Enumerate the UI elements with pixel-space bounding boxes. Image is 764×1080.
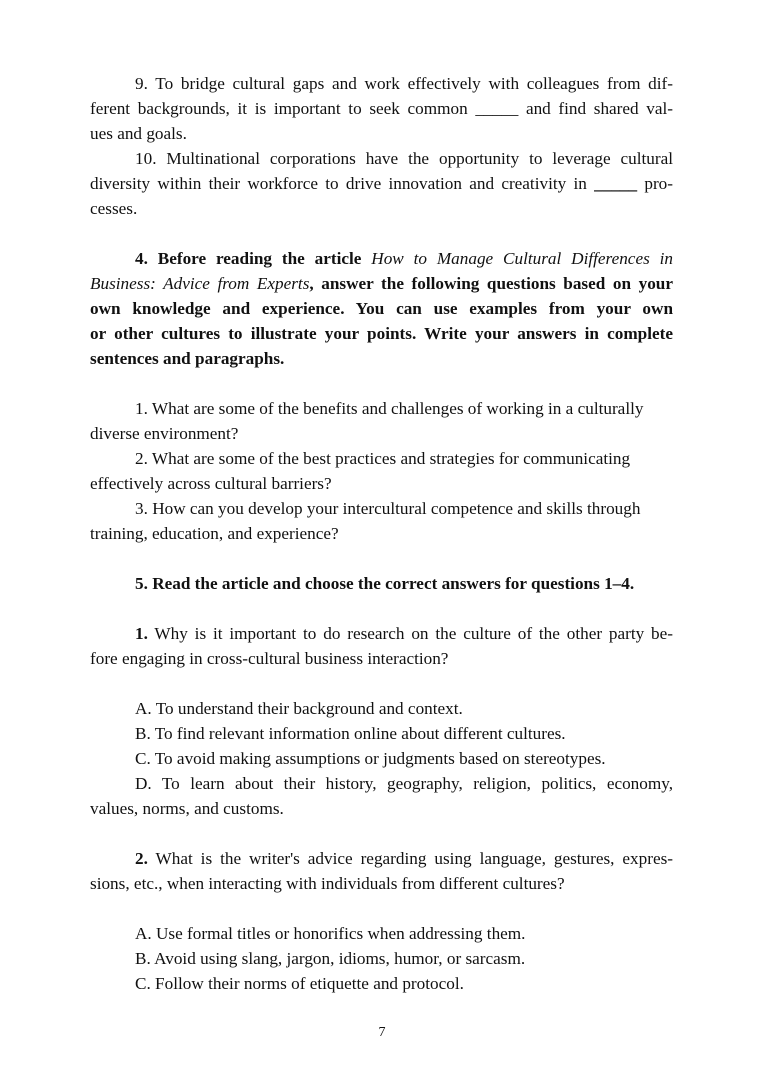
blank-line [90,371,673,396]
bold-text: 4. Before reading the article [135,249,372,268]
text-line [90,271,673,296]
text-line [90,196,673,221]
text-line [90,621,673,646]
text-segment: A. Use formal titles or honorifics when addressing them. [135,924,526,943]
text-line [90,846,673,871]
text-line [90,171,673,196]
italic-text: How to Manage Cultural Differences in [371,249,673,268]
text-segment: cesses. [90,199,138,218]
text-line [90,396,673,421]
text-segment: ues and goals. [90,124,187,143]
text-segment: fore engaging in cross-cultural business interaction? [90,649,449,668]
text-segment: effectively across cultural barriers? [90,474,332,493]
text-line [90,696,673,721]
text-segment: Why is it important to do research on the culture of the other party be- [147,624,673,643]
text-segment: training, education, and experience? [90,524,339,543]
text-segment: A. To understand their background and context. [135,699,463,718]
text-segment: sions, etc., when interacting with individuals from different cultures? [90,874,565,893]
text-line [90,746,673,771]
text-line [90,296,673,321]
text-line [90,921,673,946]
blank-line [90,546,673,571]
text-segment: C. To avoid making assumptions or judgments based on stereotypes. [135,749,606,768]
text-line [90,871,673,896]
blank-line [90,821,673,846]
bold-text: 1. [135,624,148,643]
text-line [90,71,673,96]
page-number: 7 [378,1025,386,1040]
text-line [90,946,673,971]
document-page-body [90,71,673,996]
text-line [90,971,673,996]
text-line [90,321,673,346]
bold-text: own knowledge and experience. You can use examples from your own [90,299,673,318]
text-segment: C. Follow their norms of etiquette and protocol. [135,974,464,993]
italic-text: Business: Advice from Experts [90,274,310,293]
text-line [90,646,673,671]
text-segment: 3. How can you develop your intercultural competence and skills through [135,499,641,518]
text-line [90,446,673,471]
bold-text: sentences and paragraphs. [90,349,285,368]
text-segment: 1. What are some of the benefits and challenges of working in a culturally [135,399,644,418]
text-segment: 10. Multinational corporations have the opportunity to leverage cultural [135,149,673,168]
text-line [90,346,673,371]
text-segment: B. To find relevant information online about different cultures. [135,724,566,743]
text-line [90,121,673,146]
text-segment: 2. What are some of the best practices and strategies for communicating [135,449,631,468]
text-line [90,96,673,121]
text-line [90,471,673,496]
text-segment: pro- [637,174,673,193]
text-line [90,521,673,546]
text-line [90,421,673,446]
text-segment: B. Avoid using slang, jargon, idioms, humor, or sarcasm. [135,949,526,968]
bold-text: 5. Read the article and choose the correct answers for questions 1–4. [135,574,635,593]
text-segment: 9. To bridge cultural gaps and work effectively with colleagues from dif- [135,74,673,93]
text-line [90,771,673,796]
blank-line [90,671,673,696]
text-line [90,146,673,171]
text-line [90,796,673,821]
bold-text: _____ [594,174,638,193]
blank-line [90,896,673,921]
text-segment: D. To learn about their history, geography, religion, politics, economy, [135,774,673,793]
bold-text: , answer the following questions based on your [309,274,673,293]
blank-line [90,221,673,246]
text-segment: What is the writer's advice regarding using language, gestures, expres- [147,849,673,868]
text-segment: values, norms, and customs. [90,799,284,818]
bold-text: 2. [135,849,148,868]
blank-line [90,596,673,621]
text-segment: diversity within their workforce to drive innovation and creativity in [90,174,595,193]
text-segment: ferent backgrounds, it is important to seek common _____ and find shared val- [90,99,673,118]
bold-text: or other cultures to illustrate your points. Write your answers in complete [90,324,673,343]
text-line [90,571,673,596]
text-line [90,721,673,746]
text-line [90,246,673,271]
text-segment: diverse environment? [90,424,239,443]
text-line [90,496,673,521]
